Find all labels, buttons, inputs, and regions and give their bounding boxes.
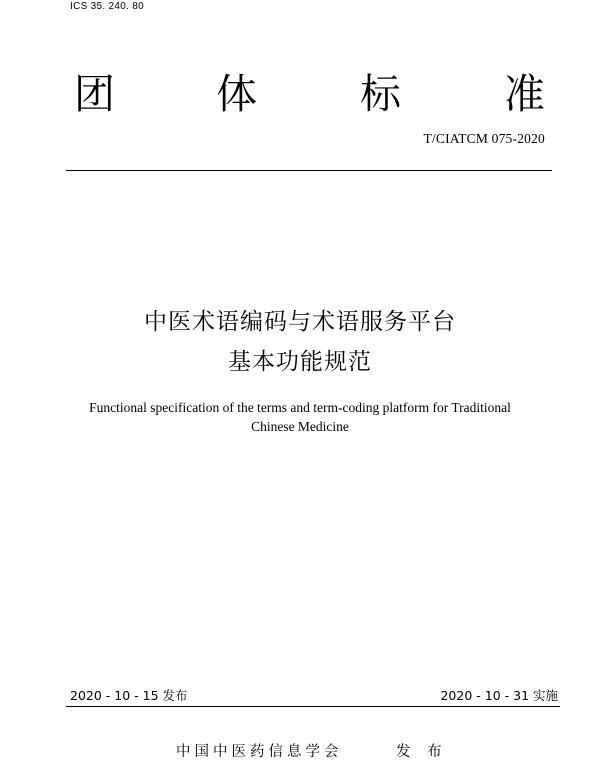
issue-date: 2020 - 10 - 15 发布: [70, 688, 188, 703]
ics-code: ICS 35. 240. 80: [70, 1, 144, 12]
title-zh-line-1: 中医术语编码与术语服务平台: [144, 309, 456, 335]
title-en-line-1: Functional specification of the terms and term-coding platform for Traditional: [89, 400, 511, 415]
implementation-date: 2020 - 10 - 31 实施: [440, 688, 558, 703]
standard-type-char-4: 准: [504, 70, 545, 118]
standard-type-char-2: 体: [216, 70, 257, 118]
footer-divider: [66, 706, 560, 707]
title-en-line-2: Chinese Medicine: [251, 419, 349, 434]
publisher-name: 中国中医药信息学会: [176, 744, 343, 760]
standard-type-char-1: 团: [74, 70, 115, 118]
standard-type-char-3: 标: [360, 70, 401, 118]
publish-label: 发 布: [396, 744, 448, 760]
header-divider: [66, 170, 552, 171]
standard-type-heading: [70, 66, 548, 126]
title-zh-line-2: 基本功能规范: [228, 349, 372, 375]
standard-number: T/CIATCM 075-2020: [423, 131, 545, 146]
